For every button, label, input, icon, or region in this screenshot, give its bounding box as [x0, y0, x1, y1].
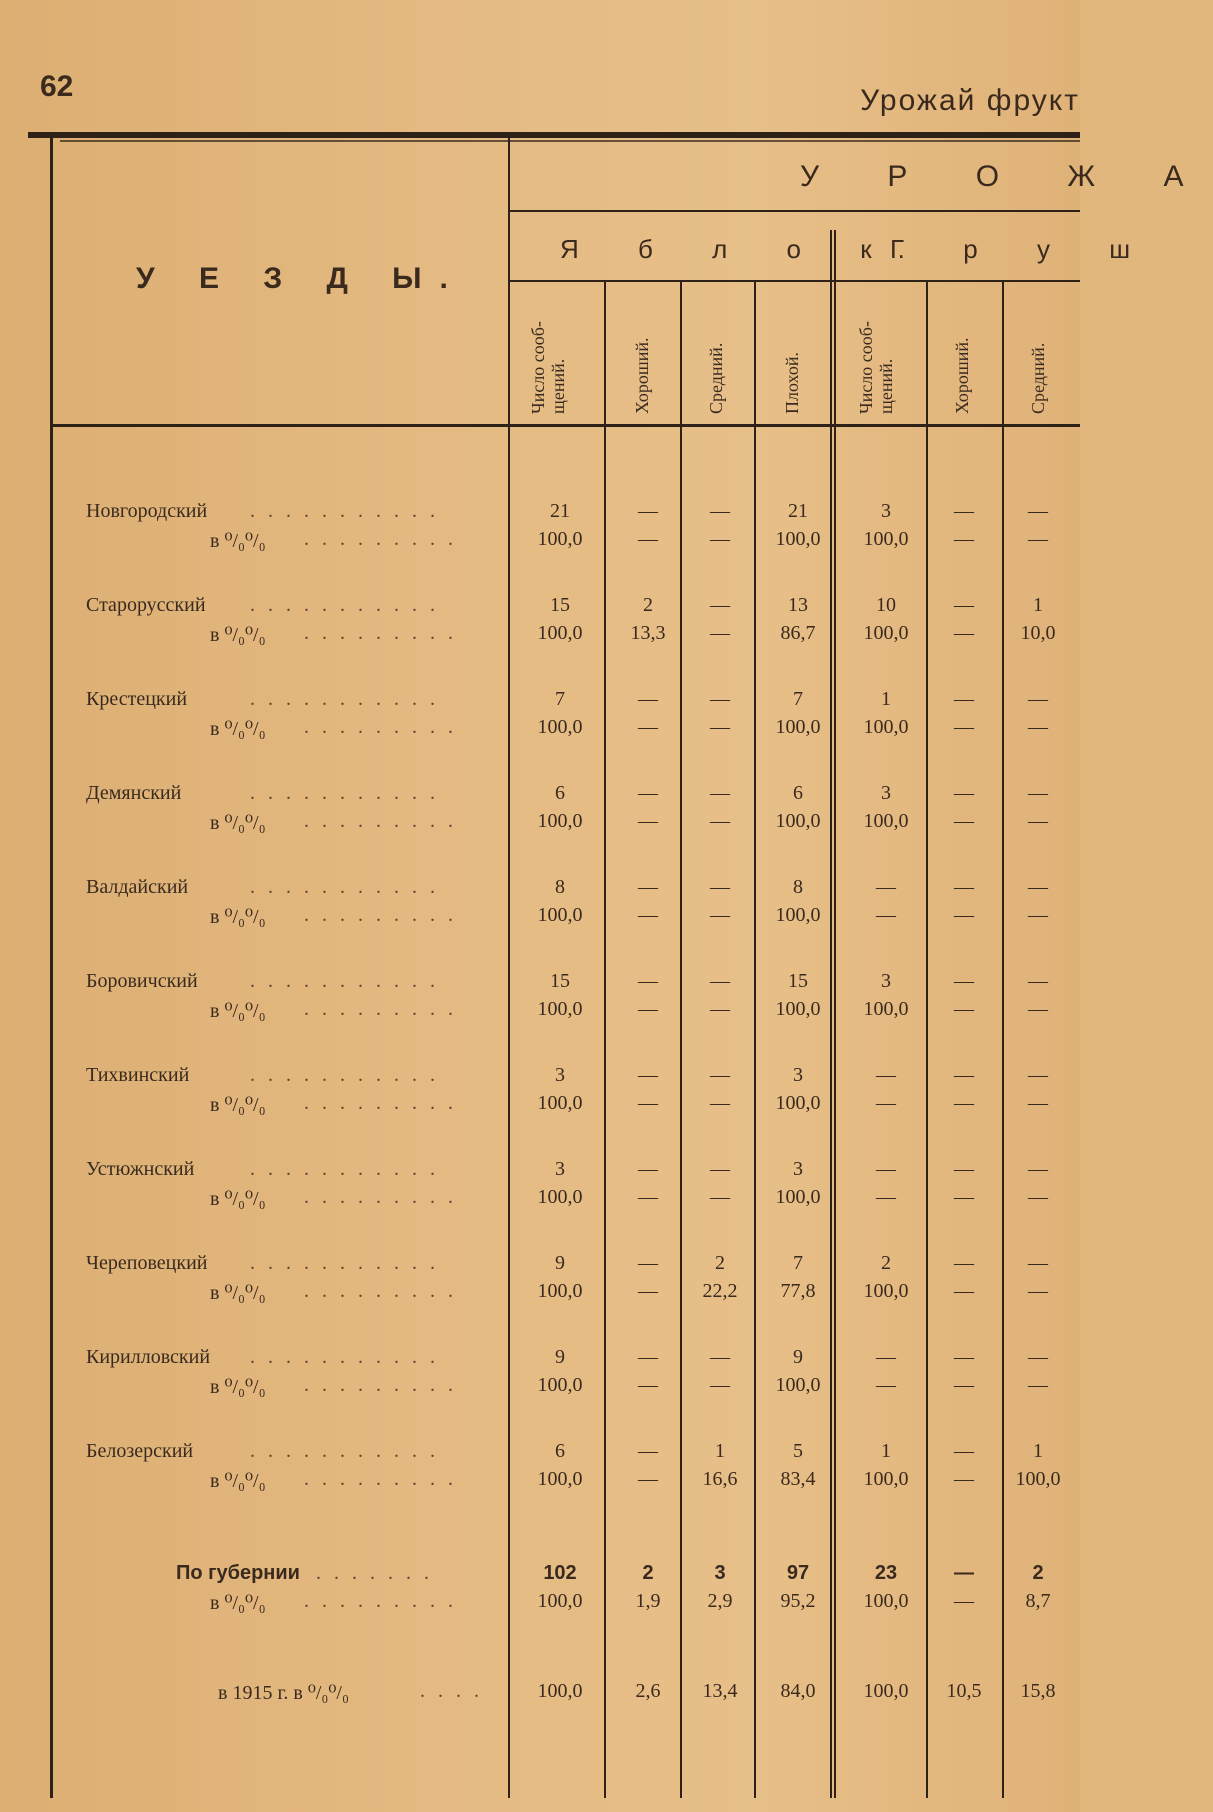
count-cell: — — [638, 876, 658, 898]
percent-cell: 100,0 — [863, 716, 909, 738]
count-cell: — — [1028, 970, 1048, 992]
percent-cell: — — [638, 998, 658, 1020]
district-name: Крестецкий — [86, 688, 188, 710]
percent-cell: 100,0 — [863, 1280, 909, 1302]
uezdy-header: У Е З Д Ы. — [136, 262, 466, 295]
count-cell: — — [1028, 1346, 1048, 1368]
percent-cell: — — [710, 904, 730, 926]
leader-dots: . . . . . . . . . — [304, 1280, 457, 1302]
leader-dots: . . . . . . . . . — [304, 998, 457, 1020]
percent-cell: — — [710, 1186, 730, 1208]
count-cell: — — [954, 594, 974, 616]
percent-cell: 100,0 — [863, 1468, 909, 1490]
count-cell: 1 — [881, 1440, 891, 1462]
percent-cell: — — [954, 716, 974, 738]
percent-cell: — — [954, 528, 974, 550]
percent-cell: — — [954, 1092, 974, 1114]
count-cell: — — [1028, 782, 1048, 804]
count-cell: — — [1028, 876, 1048, 898]
prev-year-name: в 1915 г. в ⁰/₀⁰/₀ — [218, 1682, 349, 1704]
leader-dots: . . . . . . . . . — [304, 904, 457, 926]
percent-cell: 100,0 — [537, 1468, 583, 1490]
percent-cell: 100,0 — [775, 528, 821, 550]
percent-cell: — — [710, 810, 730, 832]
district-name: Старорусский — [86, 594, 206, 616]
percent-cell: — — [638, 810, 658, 832]
leader-dots: . . . . . . . . . . . — [250, 594, 439, 616]
count-cell: 8 — [555, 876, 565, 898]
total-cell: 2 — [1032, 1562, 1044, 1584]
district-percent-label: в ⁰/₀⁰/₀ — [210, 1376, 266, 1398]
count-cell: — — [710, 1158, 730, 1180]
percent-cell: — — [1028, 1092, 1048, 1114]
col-header-pears-medium: Средний. — [1028, 342, 1048, 414]
table-row — [0, 1064, 1080, 1124]
leader-dots: . . . . . . . . . — [304, 1468, 457, 1490]
table-row — [0, 970, 1080, 1030]
district-name: Тихвинский — [86, 1064, 190, 1086]
leader-dots: . . . . . . . . . — [304, 528, 457, 550]
percent-cell: — — [638, 1468, 658, 1490]
percent-cell: 22,2 — [702, 1280, 738, 1302]
prev-year-cell: 13,4 — [702, 1680, 738, 1702]
district-percent-label: в ⁰/₀⁰/₀ — [210, 1470, 266, 1492]
district-percent-label: в ⁰/₀⁰/₀ — [210, 1094, 266, 1116]
leader-dots: . . . . . . . . . — [304, 1186, 457, 1208]
count-cell: 9 — [555, 1346, 565, 1368]
total-name: По губернии — [176, 1562, 300, 1584]
count-cell: 15 — [788, 970, 808, 992]
percent-cell: 100,0 — [863, 528, 909, 550]
percent-cell: — — [638, 1186, 658, 1208]
count-cell: — — [710, 1064, 730, 1086]
percent-cell: 10,0 — [1020, 622, 1056, 644]
district-percent-label: в ⁰/₀⁰/₀ — [210, 530, 266, 552]
count-cell: 13 — [788, 594, 808, 616]
percent-cell: — — [710, 528, 730, 550]
percent-cell: 100,0 — [775, 1374, 821, 1396]
table-row — [0, 1346, 1080, 1406]
col-header-apples-good: Хороший. — [632, 337, 652, 414]
percent-cell: — — [638, 528, 658, 550]
percent-cell: 100,0 — [537, 1186, 583, 1208]
percent-cell: — — [954, 1468, 974, 1490]
prev-year-cell: 2,6 — [635, 1680, 661, 1702]
count-cell: 2 — [881, 1252, 891, 1274]
count-cell: 3 — [555, 1158, 565, 1180]
count-cell: 1 — [715, 1440, 725, 1462]
col-header-apples-bad: Плохой. — [782, 352, 802, 414]
leader-dots: . . . . . . . . . . . — [250, 1064, 439, 1086]
percent-cell: — — [1028, 904, 1048, 926]
leader-dots: . . . . . . . . . — [304, 1374, 457, 1396]
running-title: Урожай фрукт — [860, 84, 1080, 117]
district-name: Кирилловский — [86, 1346, 211, 1368]
district-percent-label: в ⁰/₀⁰/₀ — [210, 812, 266, 834]
percent-cell: 100,0 — [1015, 1468, 1061, 1490]
count-cell: — — [954, 1346, 974, 1368]
count-cell: — — [638, 688, 658, 710]
leader-dots: . . . . . . . . . . . — [250, 782, 439, 804]
count-cell: — — [954, 782, 974, 804]
count-cell: — — [638, 1064, 658, 1086]
count-cell: — — [954, 1252, 974, 1274]
percent-cell: 100,0 — [775, 810, 821, 832]
district-percent-label: в ⁰/₀⁰/₀ — [210, 1188, 266, 1210]
percent-cell: — — [1028, 1374, 1048, 1396]
count-cell: 21 — [788, 500, 808, 522]
apples-header: Я б л о к. — [560, 234, 931, 264]
count-cell: 3 — [881, 782, 891, 804]
percent-cell: — — [954, 622, 974, 644]
total-pct-cell: 95,2 — [780, 1590, 816, 1612]
percent-cell: — — [876, 1186, 896, 1208]
count-cell: 15 — [550, 970, 570, 992]
count-cell: — — [638, 1158, 658, 1180]
count-cell: 3 — [793, 1064, 803, 1086]
percent-cell: 100,0 — [537, 1280, 583, 1302]
fruit-underline — [510, 280, 1080, 282]
table-row — [0, 500, 1080, 560]
percent-cell: 16,6 — [702, 1468, 738, 1490]
count-cell: — — [954, 500, 974, 522]
percent-cell: — — [710, 716, 730, 738]
count-cell: 3 — [793, 1158, 803, 1180]
prev-year-cell: 100,0 — [863, 1680, 909, 1702]
total-cell: 23 — [874, 1562, 898, 1584]
district-name: Устюжнский — [86, 1158, 195, 1180]
uezdy-divider — [508, 138, 510, 1798]
count-cell: — — [710, 688, 730, 710]
percent-cell: — — [638, 1374, 658, 1396]
percent-cell: — — [1028, 810, 1048, 832]
percent-cell: 100,0 — [537, 528, 583, 550]
count-cell: — — [876, 876, 896, 898]
total-cell: — — [954, 1562, 974, 1584]
count-cell: 10 — [876, 594, 896, 616]
harvest-header: У Р О Ж А — [800, 160, 1213, 193]
district-name: Демянский — [86, 782, 182, 804]
count-cell: — — [710, 594, 730, 616]
total-pct-cell: 100,0 — [537, 1590, 583, 1612]
top-rule-thin — [60, 140, 1080, 142]
percent-cell: — — [638, 904, 658, 926]
district-percent-label: в ⁰/₀⁰/₀ — [210, 1282, 266, 1304]
top-rule — [28, 132, 1080, 138]
total-pct-cell: 8,7 — [1025, 1590, 1051, 1612]
percent-cell: 100,0 — [775, 904, 821, 926]
count-cell: — — [710, 1346, 730, 1368]
count-cell: — — [1028, 500, 1048, 522]
count-cell: 3 — [555, 1064, 565, 1086]
percent-cell: 100,0 — [537, 904, 583, 926]
percent-cell: 83,4 — [780, 1468, 816, 1490]
table-row — [0, 876, 1080, 936]
leader-dots: . . . . . . . . . — [304, 716, 457, 738]
count-cell: — — [1028, 1158, 1048, 1180]
percent-cell: — — [954, 1280, 974, 1302]
leader-dots: . . . . . . . . . — [304, 810, 457, 832]
count-cell: 21 — [550, 500, 570, 522]
percent-cell: — — [954, 1186, 974, 1208]
percent-cell: 100,0 — [537, 1092, 583, 1114]
percent-cell: — — [954, 904, 974, 926]
count-cell: 2 — [715, 1252, 725, 1274]
total-cell: 3 — [714, 1562, 726, 1584]
prev-year-cell: 84,0 — [780, 1680, 816, 1702]
total-cell: 97 — [786, 1562, 810, 1584]
percent-cell: 100,0 — [863, 998, 909, 1020]
total-pct-cell: — — [954, 1590, 974, 1612]
leader-dots: . . . . — [420, 1680, 483, 1702]
percent-cell: 100,0 — [537, 622, 583, 644]
percent-cell: — — [638, 1092, 658, 1114]
percent-cell: 100,0 — [775, 716, 821, 738]
count-cell: — — [638, 1346, 658, 1368]
count-cell: 8 — [793, 876, 803, 898]
district-percent-label: в ⁰/₀⁰/₀ — [210, 906, 266, 928]
district-name: Новгородский — [86, 500, 208, 522]
count-cell: 5 — [793, 1440, 803, 1462]
table-row — [0, 1252, 1080, 1312]
left-border — [50, 138, 53, 1798]
leader-dots: . . . . . . . . . . . — [250, 500, 439, 522]
leader-dots: . . . . . . . . . . . — [250, 1158, 439, 1180]
leader-dots: . . . . . . . . . . . — [250, 688, 439, 710]
percent-cell: — — [710, 622, 730, 644]
percent-cell: 100,0 — [863, 810, 909, 832]
percent-cell: — — [876, 904, 896, 926]
percent-cell: — — [1028, 1186, 1048, 1208]
leader-dots: . . . . . . . . . . . — [250, 1346, 439, 1368]
leader-dots: . . . . . . . . . . . — [250, 876, 439, 898]
count-cell: — — [710, 782, 730, 804]
percent-cell: 100,0 — [863, 622, 909, 644]
leader-dots: . . . . . . . . . — [304, 1092, 457, 1114]
percent-cell: — — [1028, 998, 1048, 1020]
percent-cell: — — [710, 1092, 730, 1114]
district-name: Боровичский — [86, 970, 198, 992]
count-cell: 7 — [555, 688, 565, 710]
district-percent-label: в ⁰/₀⁰/₀ — [210, 624, 266, 646]
total-cell: 2 — [642, 1562, 654, 1584]
count-cell: 6 — [793, 782, 803, 804]
percent-cell: — — [638, 1280, 658, 1302]
percent-cell: — — [876, 1374, 896, 1396]
percent-cell: — — [638, 716, 658, 738]
count-cell: — — [710, 970, 730, 992]
table-row — [0, 782, 1080, 842]
district-name: Череповецкий — [86, 1252, 208, 1274]
count-cell: — — [638, 1252, 658, 1274]
count-cell: — — [710, 500, 730, 522]
total-pct-cell: 100,0 — [863, 1590, 909, 1612]
col-header-apples-medium: Средний. — [706, 342, 726, 414]
prev-year-row — [0, 1680, 1080, 1740]
prev-year-cell: 15,8 — [1020, 1680, 1056, 1702]
count-cell: — — [876, 1064, 896, 1086]
total-pct-cell: 2,9 — [707, 1590, 733, 1612]
district-percent-label: в ⁰/₀⁰/₀ — [210, 1000, 266, 1022]
prev-year-cell: 100,0 — [537, 1680, 583, 1702]
count-cell: — — [638, 782, 658, 804]
count-cell: — — [954, 1158, 974, 1180]
district-name: Белозерский — [86, 1440, 194, 1462]
table-row — [0, 1440, 1080, 1500]
page-number: 62 — [40, 70, 74, 103]
total-cell: 102 — [543, 1562, 577, 1584]
count-cell: — — [638, 500, 658, 522]
percent-cell: 77,8 — [780, 1280, 816, 1302]
percent-cell: 86,7 — [780, 622, 816, 644]
percent-cell: 100,0 — [537, 998, 583, 1020]
leader-dots: . . . . . . . . . — [304, 1590, 457, 1612]
count-cell: 1 — [881, 688, 891, 710]
percent-cell: — — [1028, 1280, 1048, 1302]
count-cell: 6 — [555, 1440, 565, 1462]
percent-cell: — — [954, 1374, 974, 1396]
prev-year-cell: 10,5 — [946, 1680, 982, 1702]
percent-cell: — — [876, 1092, 896, 1114]
table-row — [0, 688, 1080, 748]
count-cell: — — [954, 970, 974, 992]
count-cell: — — [638, 970, 658, 992]
leader-dots: . . . . . . . . . . . — [250, 1440, 439, 1462]
leader-dots: . . . . . . . . . — [304, 622, 457, 644]
col-header-pears-count: Число сооб- щений. — [856, 321, 896, 414]
percent-cell: 100,0 — [775, 998, 821, 1020]
leader-dots: . . . . . . . — [316, 1562, 433, 1584]
percent-cell: — — [1028, 528, 1048, 550]
col-header-pears-good: Хороший. — [952, 337, 972, 414]
count-cell: 9 — [793, 1346, 803, 1368]
percent-cell: — — [710, 998, 730, 1020]
count-cell: — — [1028, 1252, 1048, 1274]
district-name: Валдайский — [86, 876, 189, 898]
count-cell: — — [1028, 688, 1048, 710]
harvest-underline — [510, 210, 1080, 212]
count-cell: 3 — [881, 500, 891, 522]
total-pct-cell: 1,9 — [635, 1590, 661, 1612]
count-cell: 15 — [550, 594, 570, 616]
count-cell: 2 — [643, 594, 653, 616]
percent-cell: 100,0 — [775, 1186, 821, 1208]
percent-cell: — — [710, 1374, 730, 1396]
percent-cell: 100,0 — [537, 1374, 583, 1396]
col-header-apples-count: Число сооб- щений. — [528, 321, 568, 414]
count-cell: 7 — [793, 688, 803, 710]
count-cell: 1 — [1033, 1440, 1043, 1462]
count-cell: — — [954, 876, 974, 898]
total-row — [0, 1562, 1080, 1622]
total-sub: в ⁰/₀⁰/₀ — [210, 1592, 266, 1614]
count-cell: — — [954, 688, 974, 710]
count-cell: — — [638, 1440, 658, 1462]
count-cell: 9 — [555, 1252, 565, 1274]
table-row — [0, 594, 1080, 654]
count-cell: — — [876, 1346, 896, 1368]
count-cell: — — [1028, 1064, 1048, 1086]
percent-cell: — — [954, 810, 974, 832]
percent-cell: 100,0 — [537, 810, 583, 832]
table-row — [0, 1158, 1080, 1218]
count-cell: 6 — [555, 782, 565, 804]
count-cell: — — [954, 1440, 974, 1462]
count-cell: — — [876, 1158, 896, 1180]
count-cell: — — [954, 1064, 974, 1086]
count-cell: 1 — [1033, 594, 1043, 616]
percent-cell: — — [1028, 716, 1048, 738]
count-cell: — — [710, 876, 730, 898]
header-bottom-rule — [52, 424, 1080, 427]
leader-dots: . . . . . . . . . . . — [250, 970, 439, 992]
percent-cell: 100,0 — [775, 1092, 821, 1114]
district-percent-label: в ⁰/₀⁰/₀ — [210, 718, 266, 740]
count-cell: 3 — [881, 970, 891, 992]
leader-dots: . . . . . . . . . . . — [250, 1252, 439, 1274]
count-cell: 7 — [793, 1252, 803, 1274]
pears-header: Г р у ш — [890, 234, 1157, 264]
percent-cell: 100,0 — [537, 716, 583, 738]
percent-cell: — — [954, 998, 974, 1020]
percent-cell: 13,3 — [630, 622, 666, 644]
